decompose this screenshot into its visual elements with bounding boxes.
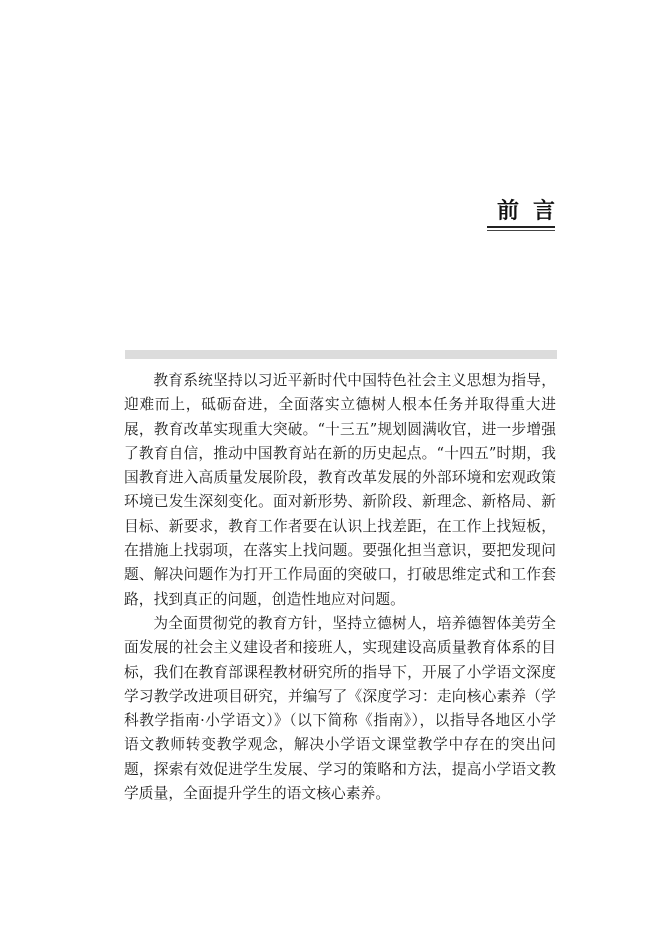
page-title: 前言 bbox=[496, 198, 569, 224]
title-underline bbox=[487, 226, 555, 228]
preface-body bbox=[124, 369, 556, 806]
title-underline-secondary bbox=[487, 230, 555, 231]
section-divider-band bbox=[125, 350, 557, 359]
paragraph: 教育系统坚持以习近平新时代中国特色社会主义思想为指导，迎难而上，砥砺奋进，全面落实立德树人根本任务并取得重大进展，教育改革实现重大突破。“十三五”规划圆满收官，进一步增强了教育自信，推动中国教育站在新的历史起点。“十四五”时期，我国教育进入高质量发展阶段，教育改革发展的外部环境和宏观政策环境已发生深刻变化。面对新形势、新阶段、新理念、新格局、新目标、新要求，教育工作者要在认识上找差距，在工作上找短板，在措施上找弱项，在落实上找问题。要强化担当意识，要把发现问题、解决问题作为打开工作局面的突破口，打破思维定式和工作套路，找到真正的问题，创造性地应对问题。 bbox=[124, 372, 556, 608]
paragraph: 为全面贯彻党的教育方针，坚持立德树人，培养德智体美劳全面发展的社会主义建设者和接班人，实现建设高质量教育体系的目标，我们在教育部课程教材研究所的指导下，开展了小学语文深度学习教学改进项目研究，并编写了《深度学习：走向核心素养（学科教学指南·小学语文）》（以下简称《指南》），以指导各地区小学语文教师转变教学观念，解决小学语文课堂教学中存在的突出问题，探索有效促进学生发展、学习的策略和方法，提高小学语文教学质量，全面提升学生的语文核心素养。 bbox=[124, 614, 556, 803]
